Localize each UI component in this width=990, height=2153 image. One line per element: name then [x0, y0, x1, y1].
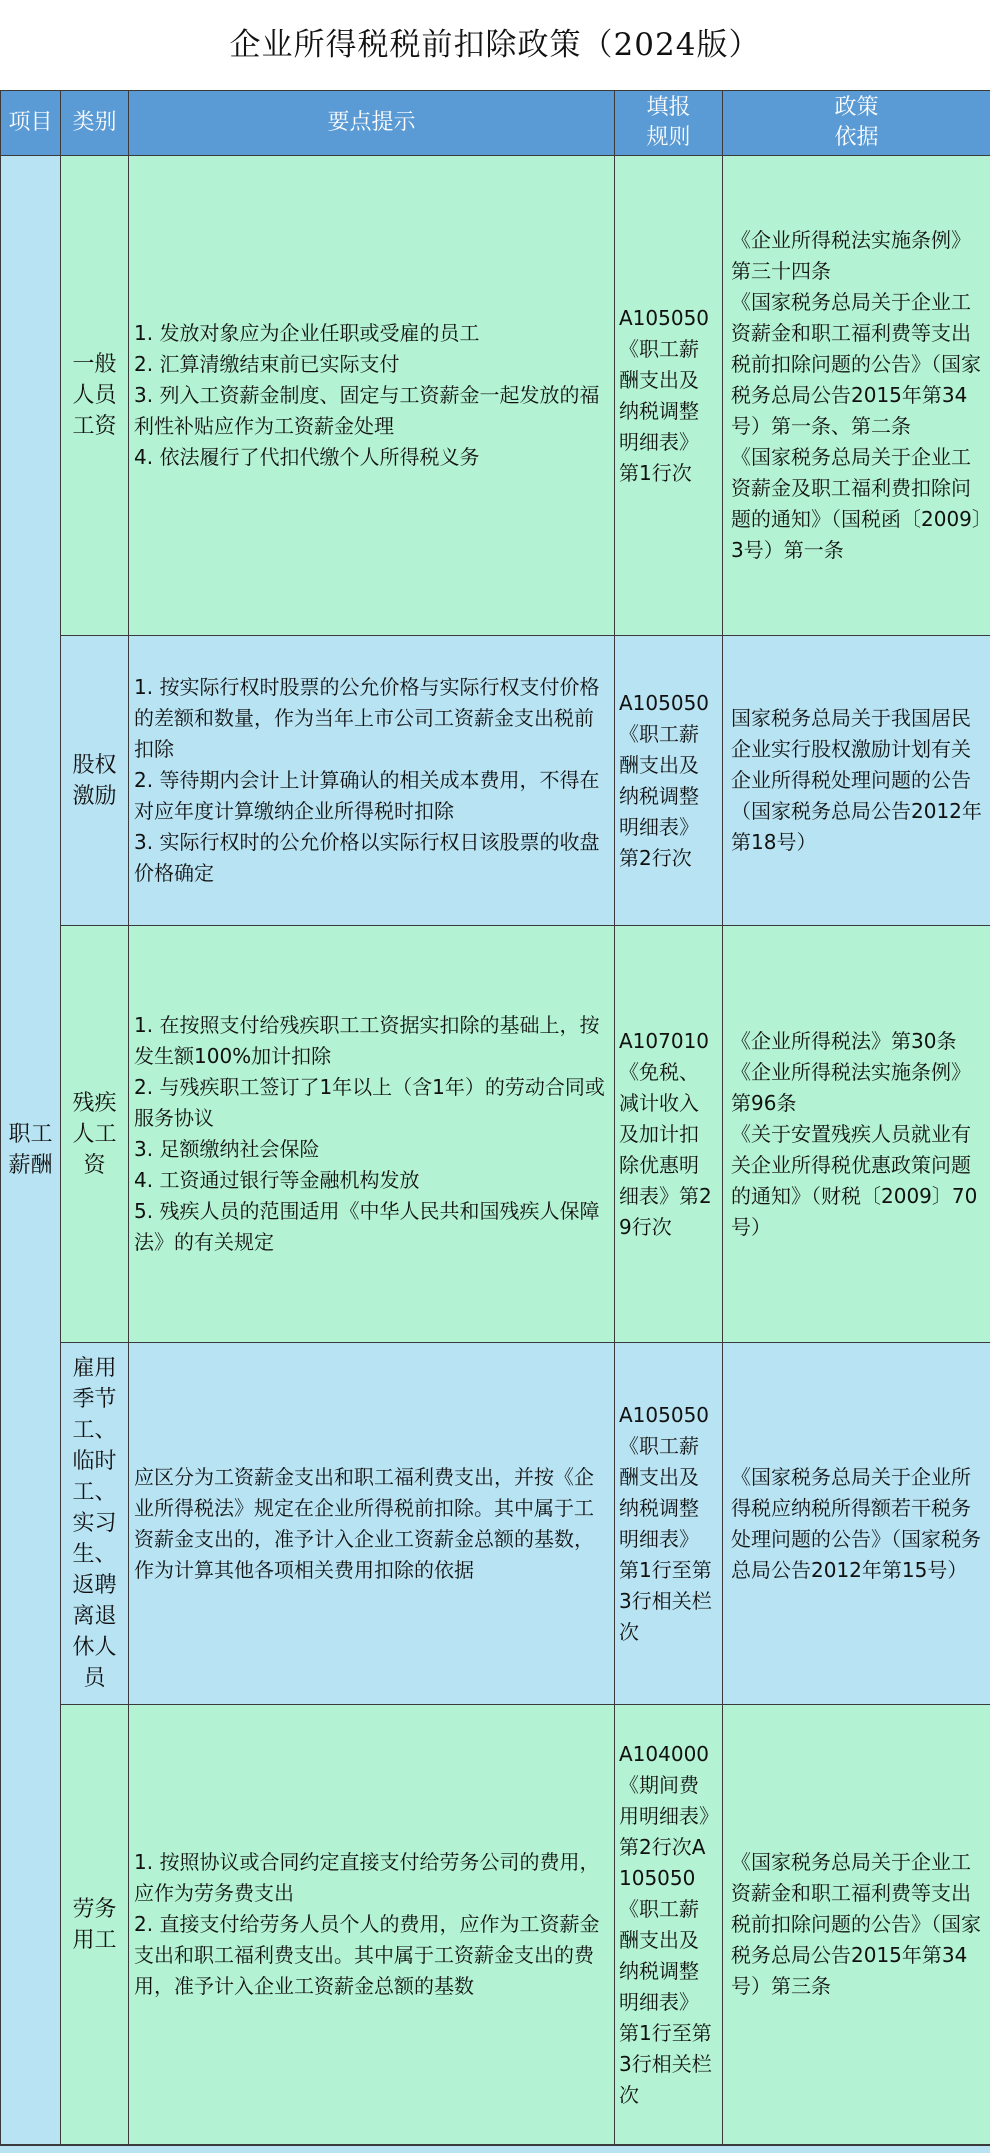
table-row [1, 926, 990, 1343]
points-cell [129, 636, 615, 926]
point-line: 2. 与残疾职工签订了1年以上（含1年）的劳动合同或服务协议 [134, 1072, 608, 1134]
table-row [1, 1343, 990, 1705]
point-line: 2. 直接支付给劳务人员个人的费用，应作为工资薪金支出和职工福利费支出。其中属于工资薪金支出的费用，准予计入企业工资薪金总额的基数 [134, 1909, 608, 2002]
category-cell: 股权激励 [61, 636, 129, 926]
basis-line: 《国家税务总局关于企业工资薪金及职工福利费扣除问题的通知》（国税函〔2009〕3号）第一条 [731, 442, 984, 566]
project-cell: 职工薪酬 [1, 156, 61, 2145]
point-line: 1. 在按照支付给残疾职工工资据实扣除的基础上，按发生额100%加计扣除 [134, 1010, 608, 1072]
rule-cell: A105050《职工薪酬支出及纳税调整明细表》第2行次 [615, 636, 723, 926]
header-rule [615, 91, 723, 156]
point-line: 3. 列入工资薪金制度、固定与工资薪金一起发放的福利性补贴应作为工资薪金处理 [134, 380, 608, 442]
policy-table [0, 90, 990, 2145]
points-cell [129, 156, 615, 636]
header-basis-line1: 政策 [723, 93, 990, 123]
basis-line: 《企业所得税法实施条例》第三十四条 [731, 225, 984, 287]
table-row [1, 1705, 990, 2145]
basis-line: 《国家税务总局关于企业工资薪金和职工福利费等支出税前扣除问题的公告》（国家税务总局公告2015年第34号）第一条、第二条 [731, 287, 984, 442]
header-basis-line2: 依据 [723, 123, 990, 153]
point-line: 4. 工资通过银行等金融机构发放 [134, 1165, 608, 1196]
basis-cell [723, 1343, 990, 1705]
basis-line: 《企业所得税法》第30条 [731, 1026, 984, 1057]
point-line: 5. 残疾人员的范围适用《中华人民共和国残疾人保障法》的有关规定 [134, 1196, 608, 1258]
table-row [1, 636, 990, 926]
basis-line: 《国家税务总局关于企业所得税应纳税所得额若干税务处理问题的公告》（国家税务总局公告2012年第15号） [731, 1462, 984, 1586]
point-line: 2. 等待期内会计上计算确认的相关成本费用，不得在对应年度计算缴纳企业所得税时扣除 [134, 765, 608, 827]
rule-cell: A105050《职工薪酬支出及纳税调整明细表》第1行至第3行相关栏次 [615, 1343, 723, 1705]
category-cell: 一般人员工资 [61, 156, 129, 636]
category-cell: 雇用季节工、临时工、实习生、返聘离退休人员 [61, 1343, 129, 1705]
basis-cell [723, 636, 990, 926]
basis-line: 《国家税务总局关于企业工资薪金和职工福利费等支出税前扣除问题的公告》（国家税务总局公告2015年第34号）第三条 [731, 1847, 984, 2002]
category-cell: 残疾人工资 [61, 926, 129, 1343]
point-line: 2. 汇算清缴结束前已实际支付 [134, 349, 608, 380]
points-cell [129, 1343, 615, 1705]
header-category: 类别 [61, 91, 129, 156]
points-cell [129, 1705, 615, 2145]
table-header-row [1, 91, 990, 156]
point-line: 3. 足额缴纳社会保险 [134, 1134, 608, 1165]
point-line: 3. 实际行权时的公允价格以实际行权日该股票的收盘价格确定 [134, 827, 608, 889]
header-points: 要点提示 [129, 91, 615, 156]
basis-line: 国家税务总局关于我国居民企业实行股权激励计划有关企业所得税处理问题的公告（国家税务总局公告2012年第18号） [731, 703, 984, 858]
point-line: 1. 按实际行权时股票的公允价格与实际行权支付价格的差额和数量，作为当年上市公司工资薪金支出税前扣除 [134, 672, 608, 765]
basis-line: 《关于安置残疾人员就业有关企业所得税优惠政策问题的通知》（财税〔2009〕70号） [731, 1119, 984, 1243]
rule-cell: A104000《期间费用明细表》第2行次A105050《职工薪酬支出及纳税调整明细表》第1行至第3行相关栏次 [615, 1705, 723, 2145]
basis-cell [723, 1705, 990, 2145]
header-basis [723, 91, 990, 156]
rule-cell: A105050《职工薪酬支出及纳税调整明细表》第1行次 [615, 156, 723, 636]
header-rule-line1: 填报 [615, 93, 722, 123]
basis-cell [723, 156, 990, 636]
category-cell: 劳务用工 [61, 1705, 129, 2145]
rule-cell: A107010《免税、减计收入及加计扣除优惠明细表》第29行次 [615, 926, 723, 1343]
table-row [1, 156, 990, 636]
basis-line: 《企业所得税法实施条例》第96条 [731, 1057, 984, 1119]
table-bottom-strip [0, 2145, 990, 2153]
point-line: 1. 发放对象应为企业任职或受雇的员工 [134, 318, 608, 349]
basis-cell [723, 926, 990, 1343]
point-line: 1. 按照协议或合同约定直接支付给劳务公司的费用，应作为劳务费支出 [134, 1847, 608, 1909]
point-line: 4. 依法履行了代扣代缴个人所得税义务 [134, 442, 608, 473]
points-cell [129, 926, 615, 1343]
header-rule-line2: 规则 [615, 123, 722, 153]
page-title: 企业所得税税前扣除政策（2024版） [0, 0, 990, 90]
point-line: 应区分为工资薪金支出和职工福利费支出，并按《企业所得税法》规定在企业所得税前扣除。其中属于工资薪金支出的，准予计入企业工资薪金总额的基数，作为计算其他各项相关费用扣除的依据 [134, 1462, 608, 1586]
header-item: 项目 [1, 91, 61, 156]
